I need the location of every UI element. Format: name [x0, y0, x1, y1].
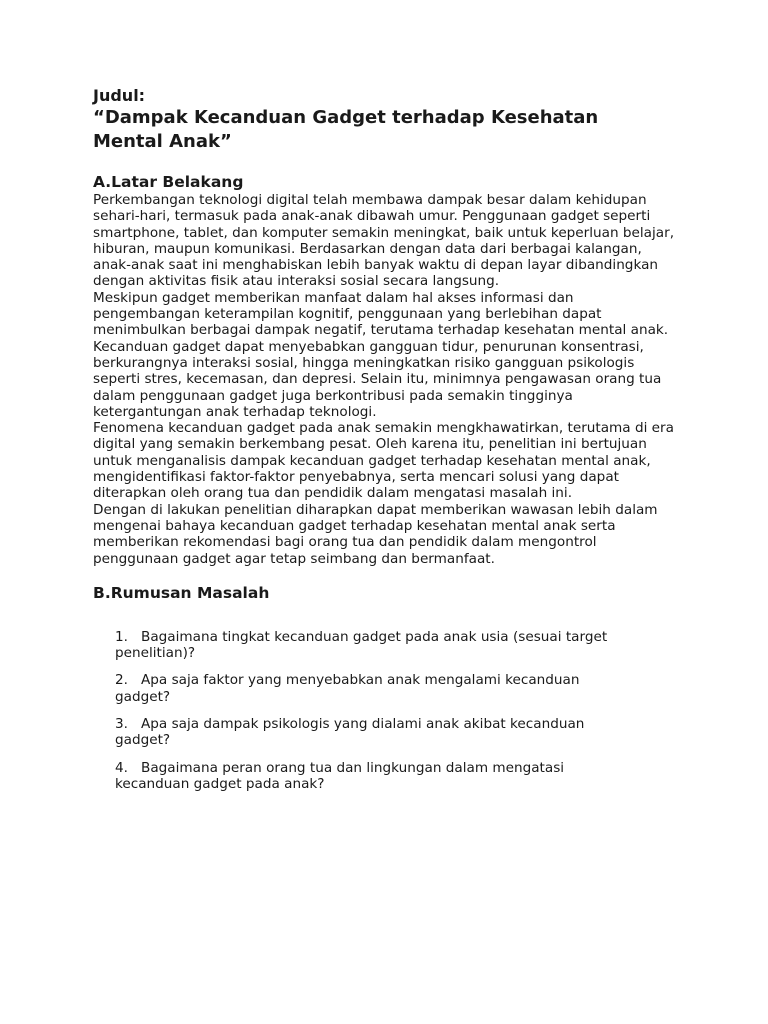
paragraph: Meskipun gadget memberikan manfaat dalam hal akses informasi dan pengembangan keterampilan kognitif, penggunaan yang berlebihan dapat menimbulkan berbagai dampak negatif, terutama terhadap kesehatan mental anak. Kecanduan gadget dapat menyebabkan gangguan tidur, penurunan konsentrasi, berkurangnya interaksi sosial, hingga meningkatkan risiko gangguan psikologis seperti stres, kecemasan, dan depresi. Selain itu, minimnya pengawasan orang tua dalam penggunaan gadget juga berkontribusi pada semakin tingginya ketergantungan anak terhadap teknologi. — [93, 289, 669, 420]
list-item — [115, 672, 635, 705]
list-item-text: Apa saja dampak psikologis yang dialami anak akibat kecanduan gadget? — [115, 716, 585, 749]
list-item — [115, 629, 635, 662]
list-number: 1. — [115, 628, 128, 645]
list-item-text: Bagaimana peran orang tua dan lingkungan dalam mengatasi kecanduan gadget pada anak? — [115, 759, 565, 792]
list-item-text: Apa saja faktor yang menyebabkan anak mengalami kecanduan gadget? — [115, 672, 580, 705]
judul-label: Judul: — [93, 86, 146, 105]
paragraph: Dengan di lakukan penelitian diharapkan dapat memberikan wawasan lebih dalam mengenai bahaya kecanduan gadget terhadap kesehatan mental anak serta memberikan rekomendasi bagi orang tua dan pendidik dalam mengontrol penggunaan gadget agar tetap seimbang dan bermanfaat. — [93, 501, 658, 567]
list-number: 3. — [115, 716, 128, 733]
document-title: “Dampak Kecanduan Gadget terhadap Kesehatan Mental Anak” — [93, 107, 599, 152]
list-number: 2. — [115, 672, 128, 689]
question-list — [93, 629, 683, 792]
list-item — [115, 760, 635, 793]
list-item-text: Bagaimana tingkat kecanduan gadget pada anak usia (sesuai target penelitian)? — [115, 628, 608, 662]
list-number: 4. — [115, 759, 128, 776]
section-b-heading: B.Rumusan Masalah — [93, 583, 270, 602]
paragraph: Fenomena kecanduan gadget pada anak semakin mengkhawatirkan, terutama di era digital yang semakin berkembang pesat. Oleh karena itu, penelitian ini bertujuan untuk menganalisis dampak kecanduan gadget terhadap kesehatan mental anak, mengidentifikasi faktor-faktor penyebabnya, serta mencari solusi yang dapat diterapkan oleh orang tua dan pendidik dalam mengatasi masalah ini. — [93, 420, 674, 502]
document-page — [93, 86, 683, 803]
list-item — [115, 716, 635, 749]
paragraph: Perkembangan teknologi digital telah membawa dampak besar dalam kehidupan sehari-hari, termasuk pada anak-anak dibawah umur. Penggunaan gadget seperti smartphone, tablet, dan komputer semakin meningkat, baik untuk keperluan belajar, hiburan, maupun komunikasi. Berdasarkan dengan data dari berbagai kalangan, anak-anak saat ini menghabiskan lebih banyak waktu di depan layar dibandingkan dengan aktivitas fisik atau interaksi sosial secara langsung. — [93, 192, 675, 290]
section-a-heading: A.Latar Belakang — [93, 173, 244, 191]
